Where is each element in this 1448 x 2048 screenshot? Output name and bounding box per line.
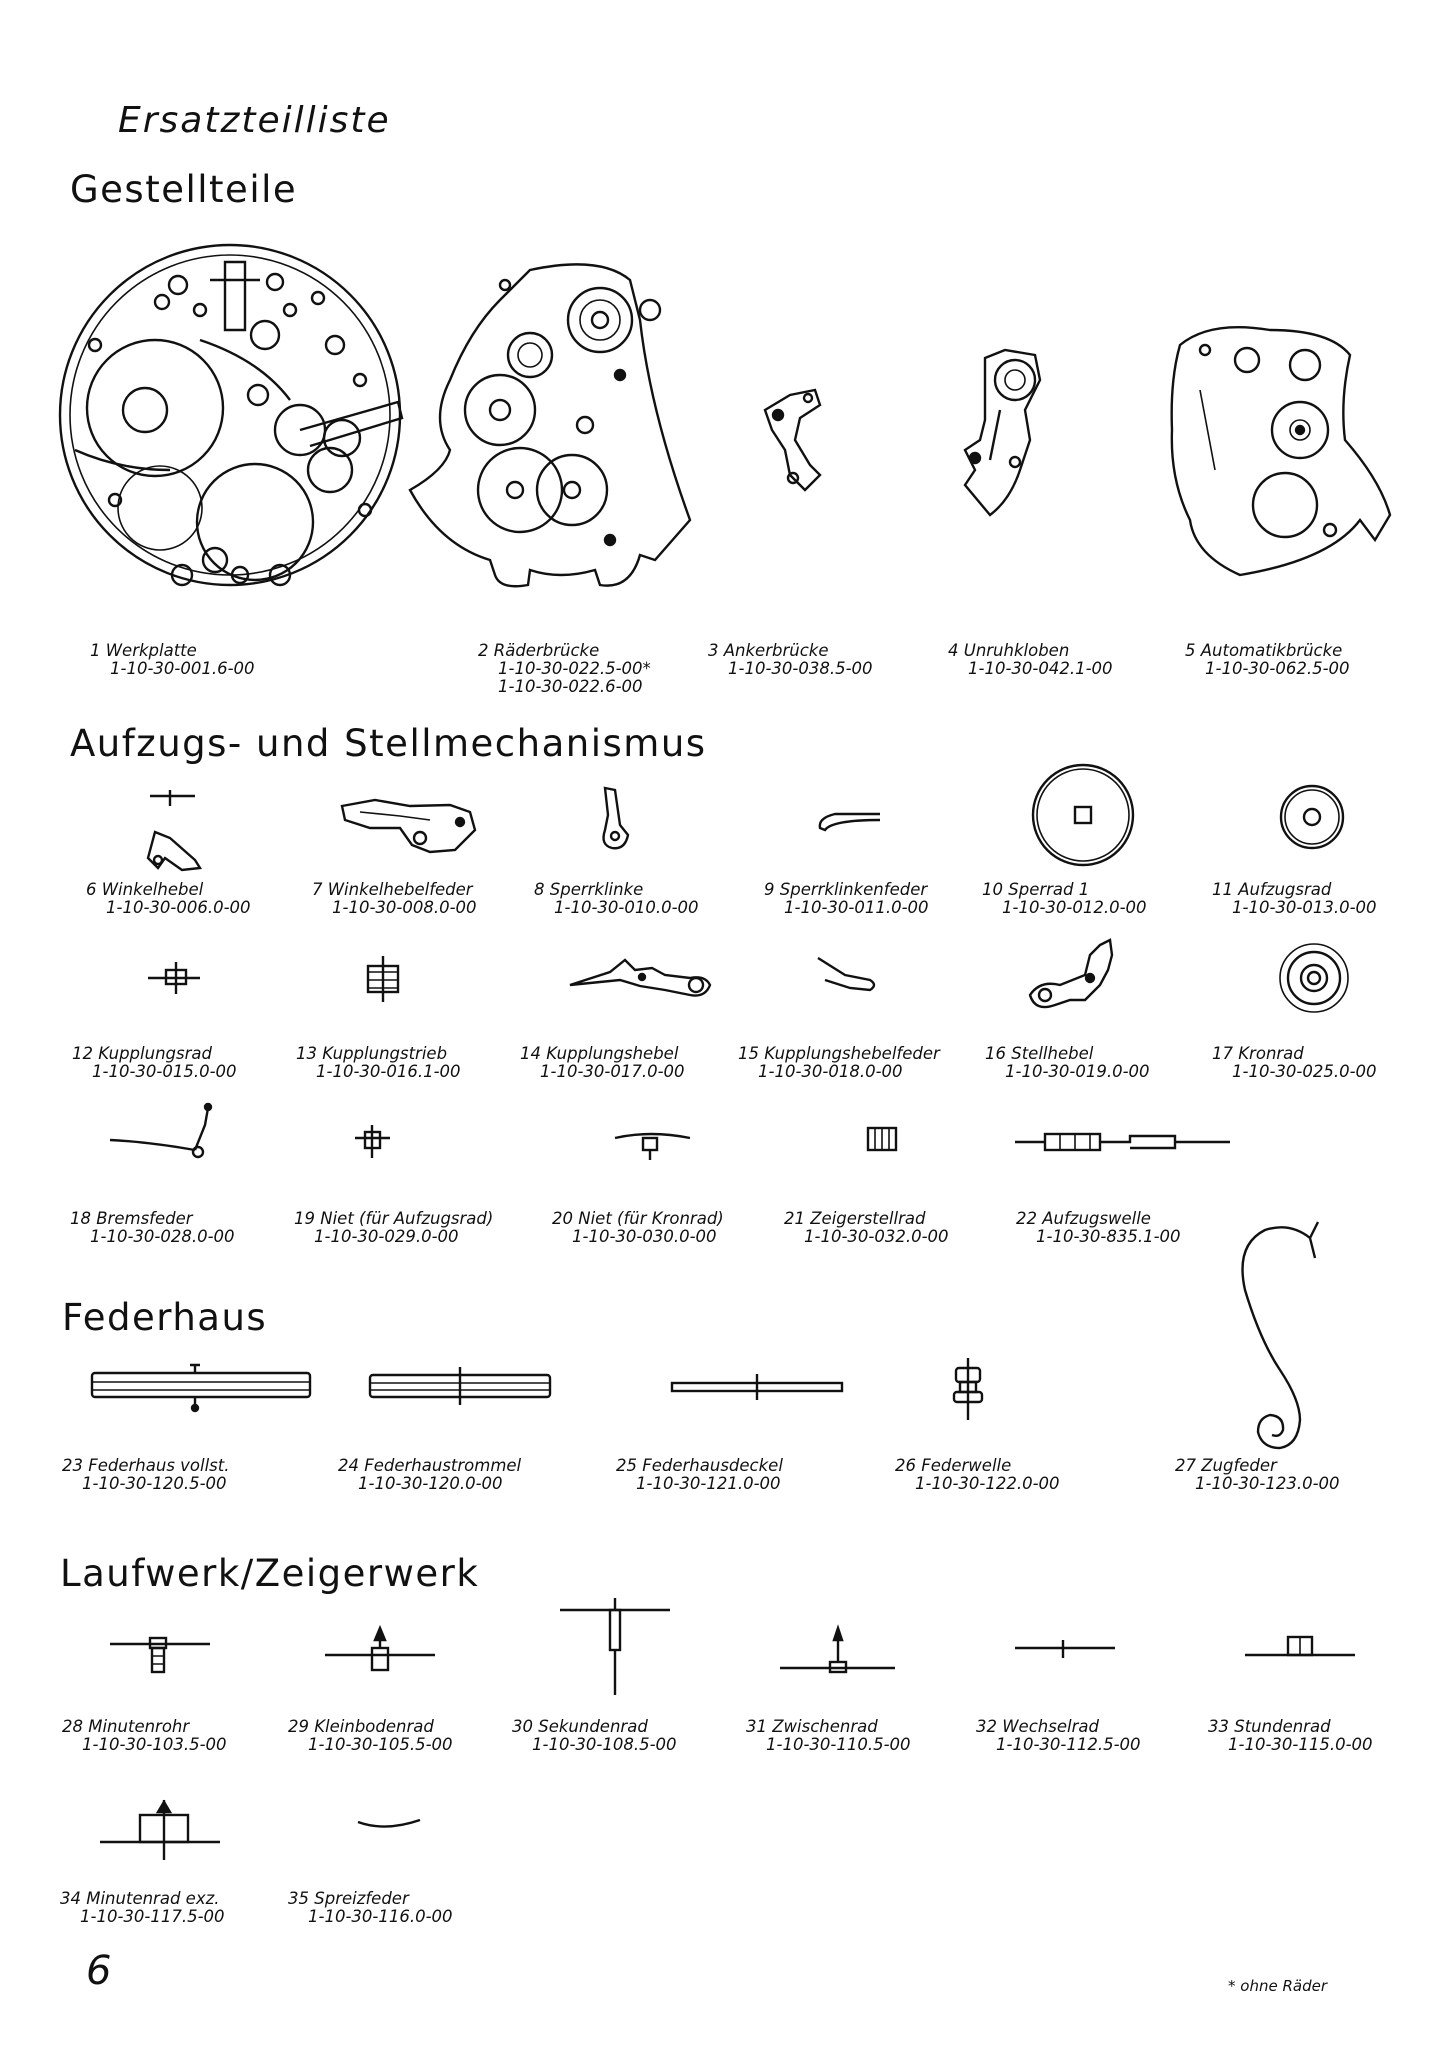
part-item-29: 29 Kleinbodenrad 1-10-30-105.5-00 <box>288 1717 453 1754</box>
part-item-32: 32 Wechselrad 1-10-30-112.5-00 <box>976 1717 1141 1754</box>
part-item-23: 23 Federhaus vollst. 1-10-30-120.5-00 <box>62 1456 230 1493</box>
part-9-sperrklinkenfeder-drawing <box>820 814 880 830</box>
part-item-18: 18 Bremsfeder 1-10-30-028.0-00 <box>70 1209 235 1246</box>
part-30-sekundenrad-drawing <box>560 1598 670 1695</box>
part-item-33: 33 Stundenrad 1-10-30-115.0-00 <box>1208 1717 1373 1754</box>
part-item-27: 27 Zugfeder 1-10-30-123.0-00 <box>1175 1456 1340 1493</box>
part-item-1: 1 Werkplatte 1-10-30-001.6-00 <box>90 641 255 678</box>
part-35-spreizfeder-drawing <box>358 1820 420 1827</box>
part-26-federwelle-drawing <box>954 1358 982 1420</box>
page-title: Ersatzteilliste <box>118 100 391 141</box>
page-number: 6 <box>86 1948 112 1994</box>
part-27-zugfeder-drawing <box>1243 1222 1319 1448</box>
part-item-9: 9 Sperrklinkenfeder 1-10-30-011.0-00 <box>764 880 929 917</box>
part-19-niet-drawing <box>355 1125 390 1158</box>
part-24-federhaustrommel-drawing <box>370 1367 550 1405</box>
part-item-30: 30 Sekundenrad 1-10-30-108.5-00 <box>512 1717 677 1754</box>
part-18-bremsfeder-drawing <box>110 1104 211 1157</box>
section-heading-laufwerk: Laufwerk/Zeigerwerk <box>60 1552 480 1595</box>
part-item-21: 21 Zeigerstellrad 1-10-30-032.0-00 <box>784 1209 949 1246</box>
part-25-federhausdeckel-drawing <box>672 1374 842 1400</box>
part-22-aufzugswelle-drawing <box>1015 1134 1230 1150</box>
part-21-zeigerstellrad-drawing <box>868 1128 896 1150</box>
part-23-federhaus-drawing <box>92 1365 310 1411</box>
part-item-17: 17 Kronrad 1-10-30-025.0-00 <box>1212 1044 1377 1081</box>
part-item-3: 3 Ankerbrücke 1-10-30-038.5-00 <box>708 641 873 678</box>
part-6-winkelhebel-drawing <box>148 790 200 870</box>
part-item-5: 5 Automatikbrücke 1-10-30-062.5-00 <box>1185 641 1350 678</box>
part-item-22: 22 Aufzugswelle 1-10-30-835.1-00 <box>1016 1209 1181 1246</box>
footnote: * ohne Räder <box>1228 1977 1327 1995</box>
part-29-kleinbodenrad-drawing <box>325 1628 435 1670</box>
part-item-16: 16 Stellhebel 1-10-30-019.0-00 <box>985 1044 1150 1081</box>
part-10-sperrad-drawing <box>1033 765 1133 865</box>
part-15-kupplungshebelfeder-drawing <box>818 958 874 990</box>
part-11-aufzugsrad-drawing <box>1281 786 1343 848</box>
part-33-stundenrad-drawing <box>1245 1637 1355 1655</box>
part-8-sperrklinke-drawing <box>604 788 628 848</box>
section-heading-gestellteile: Gestellteile <box>70 168 298 211</box>
part-3-ankerbruecke-drawing <box>765 390 820 490</box>
part-13-kupplungstrieb-drawing <box>368 956 398 1002</box>
part-17-kronrad-drawing <box>1280 944 1348 1012</box>
part-34-minutenrad-drawing <box>100 1800 220 1860</box>
part-item-26: 26 Federwelle 1-10-30-122.0-00 <box>895 1456 1060 1493</box>
part-item-14: 14 Kupplungshebel 1-10-30-017.0-00 <box>520 1044 685 1081</box>
part-item-34: 34 Minutenrad exz. 1-10-30-117.5-00 <box>60 1889 225 1926</box>
part-item-7: 7 Winkelhebelfeder 1-10-30-008.0-00 <box>312 880 477 917</box>
part-item-12: 12 Kupplungsrad 1-10-30-015.0-00 <box>72 1044 237 1081</box>
part-item-35: 35 Spreizfeder 1-10-30-116.0-00 <box>288 1889 453 1926</box>
part-14-kupplungshebel-drawing <box>570 960 710 996</box>
part-32-wechselrad-drawing <box>1015 1640 1115 1658</box>
part-item-25: 25 Federhausdeckel 1-10-30-121.0-00 <box>616 1456 783 1493</box>
part-item-13: 13 Kupplungstrieb 1-10-30-016.1-00 <box>296 1044 461 1081</box>
part-item-8: 8 Sperrklinke 1-10-30-010.0-00 <box>534 880 699 917</box>
section-heading-aufzug: Aufzugs- und Stellmechanismus <box>70 722 707 765</box>
part-5-automatikbruecke-drawing <box>1172 327 1390 575</box>
part-item-10: 10 Sperrad 1 1-10-30-012.0-00 <box>982 880 1147 917</box>
part-16-stellhebel-drawing <box>1030 940 1112 1007</box>
part-item-11: 11 Aufzugsrad 1-10-30-013.0-00 <box>1212 880 1377 917</box>
part-12-kupplungsrad-drawing <box>148 962 200 994</box>
part-item-2: 2 Räderbrücke 1-10-30-022.5-00* 1-10-30-022.6-00 <box>478 641 651 696</box>
part-item-24: 24 Federhaustrommel 1-10-30-120.0-00 <box>338 1456 522 1493</box>
part-item-28: 28 Minutenrohr 1-10-30-103.5-00 <box>62 1717 227 1754</box>
part-item-31: 31 Zwischenrad 1-10-30-110.5-00 <box>746 1717 911 1754</box>
part-1-werkplatte-drawing <box>60 245 402 585</box>
part-4-unruhkloben-drawing <box>965 350 1040 515</box>
part-item-4: 4 Unruhkloben 1-10-30-042.1-00 <box>948 641 1113 678</box>
part-31-zwischenrad-drawing <box>780 1628 895 1672</box>
part-28-minutenrohr-drawing <box>110 1638 210 1672</box>
section-heading-federhaus: Federhaus <box>62 1296 268 1339</box>
part-item-6: 6 Winkelhebel 1-10-30-006.0-00 <box>86 880 251 917</box>
part-item-15: 15 Kupplungshebelfeder 1-10-30-018.0-00 <box>738 1044 940 1081</box>
part-20-niet-drawing <box>615 1134 690 1160</box>
part-7-winkelhebelfeder-drawing <box>342 800 475 852</box>
part-2-raederbruecke-drawing <box>410 264 690 586</box>
part-item-19: 19 Niet (für Aufzugsrad) 1-10-30-029.0-00 <box>294 1209 494 1246</box>
part-item-20: 20 Niet (für Kronrad) 1-10-30-030.0-00 <box>552 1209 724 1246</box>
